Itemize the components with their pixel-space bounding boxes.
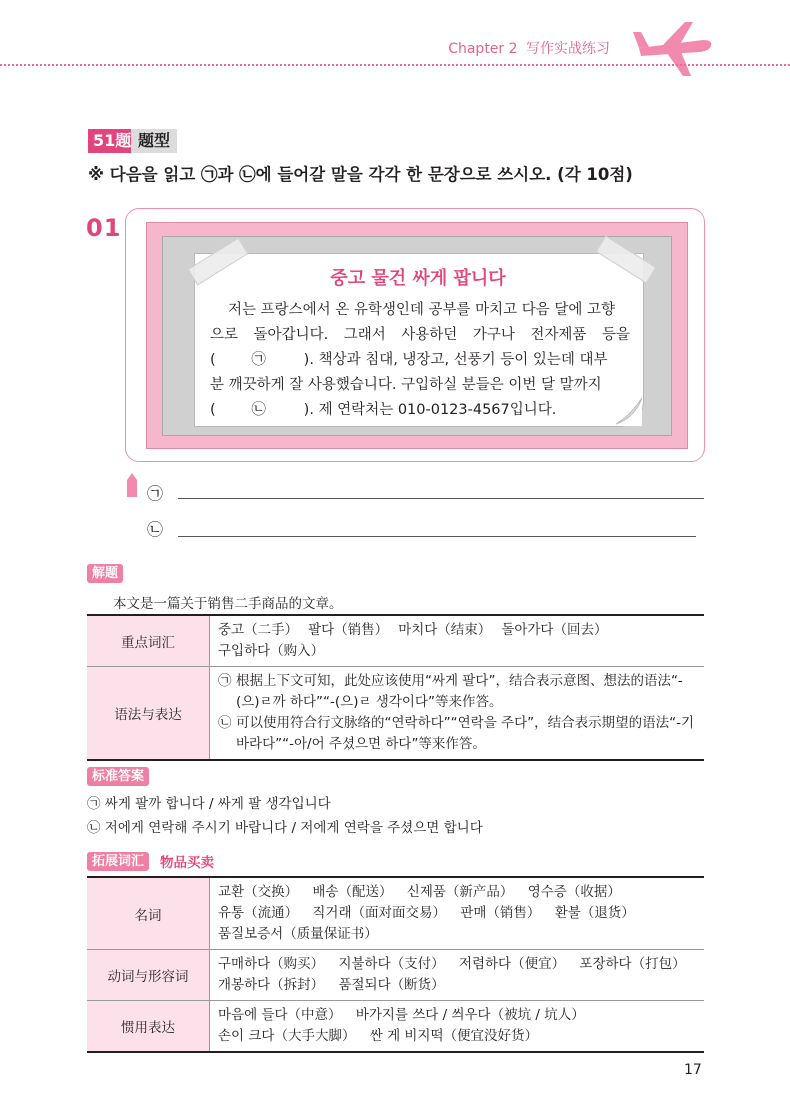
passage-line-4: 분 깨끗하게 잘 사용했습니다. 구입하실 분들은 이번 달 말까지 bbox=[210, 377, 602, 393]
grammar-label: 语法与表达 bbox=[87, 667, 210, 761]
passage-title: 중고 물건 싸게 팝니다 bbox=[330, 268, 506, 289]
grammar-item: ㉠ 根据上下文可知，此处应该使用“싸게 팔다”，结合表示意图、想法的语法“-(으)ㄹ까 하다”“-(으)ㄹ 생각이다”等来作答。 bbox=[218, 673, 683, 710]
blank-open-paren: ( bbox=[210, 402, 216, 418]
answer-line-1[interactable] bbox=[178, 498, 704, 499]
table-row bbox=[87, 950, 704, 1001]
passage-line-5: ( ㉡ ). 제 연락처는 010-0123-4567입니다. bbox=[210, 398, 630, 423]
question-type-label: 题型 bbox=[131, 129, 177, 153]
vocab-expansion-tag: 拓展词汇 bbox=[87, 852, 149, 871]
answer-line-2[interactable] bbox=[178, 536, 696, 537]
table-row bbox=[87, 1001, 704, 1053]
standard-answer-1: ㉠ 싸게 팔까 합니다 / 싸게 팔 생각입니다 bbox=[87, 796, 331, 812]
table-row bbox=[87, 877, 704, 950]
key-words-cell: 중고（二手） 팔다（销售） 마치다（结束） 돌아가다（回去）구입하다（购入） bbox=[210, 615, 705, 667]
table-row bbox=[87, 667, 704, 761]
page-number: 17 bbox=[684, 1062, 702, 1078]
standard-answer-2: ㉡ 저에게 연락해 주시기 바랍니다 / 저에게 연락을 주셨으면 합니다 bbox=[87, 820, 483, 836]
vocab-category: 名词 bbox=[87, 877, 210, 950]
passage-line-3: ( ㉠ ). 책상과 침대, 냉장고, 선풍기 등이 있는데 대부 bbox=[210, 348, 630, 373]
item-number: 01 bbox=[86, 214, 122, 242]
running-header bbox=[448, 38, 610, 58]
solution-table bbox=[87, 614, 704, 761]
vocab-category: 动词与形容词 bbox=[87, 950, 210, 1001]
answer-marker-1: ㉠ bbox=[147, 484, 164, 503]
grammar-cell bbox=[210, 667, 705, 761]
vocab-topic: 物品买卖 bbox=[160, 855, 214, 871]
solution-tag: 解题 bbox=[87, 564, 123, 583]
vocab-words: 마음에 들다（中意） 바가지를 쓰다 / 씌우다（被坑 / 坑人） 손이 크다（大手大脚） 싼 게 비지떡（便宜没好货） bbox=[210, 1001, 705, 1053]
vocab-category: 惯用表达 bbox=[87, 1001, 210, 1053]
vocab-table bbox=[87, 876, 704, 1053]
blank-open-paren: ( bbox=[210, 352, 216, 368]
passage-line-2: 으로 돌아갑니다. 그래서 사용하던 가구나 전자제품 등을 bbox=[210, 327, 630, 343]
vocab-words: 구매하다（购买） 지불하다（支付） 저렴하다（便宜） 포장하다（打包） 개봉하다（拆封） 품절되다（断货） bbox=[210, 950, 705, 1001]
blank-close-paren: ). bbox=[303, 352, 314, 368]
passage-line-1: 저는 프랑스에서 온 유학생인데 공부를 마치고 다음 달에 고향 bbox=[228, 302, 616, 318]
key-words-label: 重点词汇 bbox=[87, 615, 210, 667]
question-instruction: ※ 다음을 읽고 ㉠과 ㉡에 들어갈 말을 각각 한 문장으로 쓰시오. (각 10점) bbox=[88, 165, 633, 184]
blank-marker-1: ㉠ bbox=[251, 352, 266, 368]
blank-close-paren: ). bbox=[303, 402, 314, 418]
chapter-label: Chapter 2 bbox=[448, 41, 518, 57]
grammar-item: ㉡ 可以使用符合行文脉络的“연락하다”“연락을 주다”，结合表示期望的语法“-기 바라다”“-아/어 주셨으면 하다”等来作答。 bbox=[218, 715, 695, 752]
vocab-words: 교환（交换） 배송（配送） 신제품（新产品） 영수증（收据） 유통（流通） 직거래（面对面交易） 판매（销售） 환불（退货） 품질보증서（质量保证书） bbox=[210, 877, 705, 950]
airplane-icon bbox=[633, 18, 713, 78]
answer-marker-2: ㉡ bbox=[147, 520, 164, 539]
solution-summary: 本文是一篇关于销售二手商品的文章。 bbox=[113, 596, 343, 612]
chapter-title: 写作实战练习 bbox=[526, 41, 610, 57]
pencil-icon bbox=[126, 473, 138, 497]
blank-marker-2: ㉡ bbox=[251, 402, 266, 418]
question-number-badge: 51题 bbox=[88, 129, 136, 153]
standard-answer-tag: 标准答案 bbox=[87, 767, 149, 786]
table-row bbox=[87, 615, 704, 667]
header-divider bbox=[0, 64, 790, 66]
